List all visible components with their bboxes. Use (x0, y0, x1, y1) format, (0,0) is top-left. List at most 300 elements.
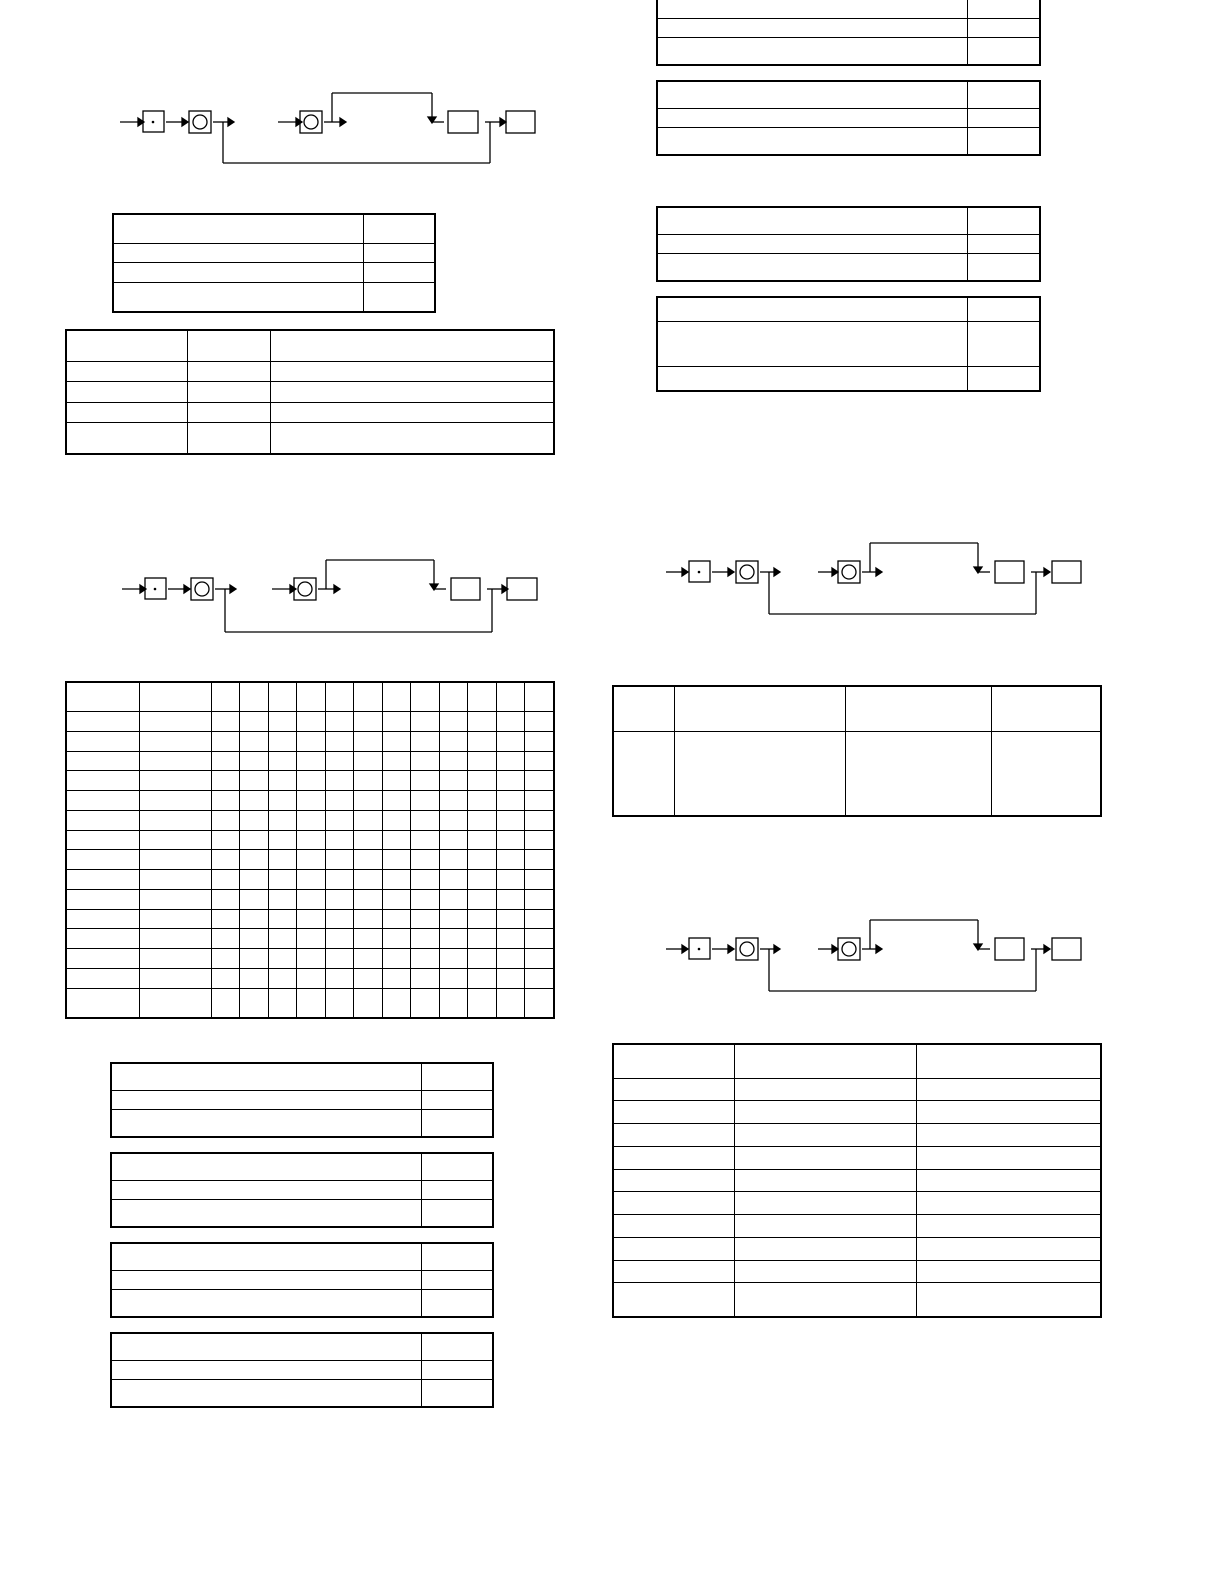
table-row (66, 751, 554, 771)
table-cell (268, 949, 296, 969)
table-cell (916, 1215, 1101, 1238)
table-cell (268, 909, 296, 929)
table-cell (239, 909, 268, 929)
flow-diagram-4 (656, 912, 1096, 997)
table-cell (467, 771, 496, 791)
table-cell (66, 810, 139, 830)
table-cell (353, 949, 382, 969)
table-cell (916, 1101, 1101, 1124)
table-cell (325, 751, 353, 771)
table-cell (524, 771, 554, 791)
table-row (66, 712, 554, 732)
table-cell (66, 791, 139, 811)
table-cell (296, 712, 325, 732)
table-cell (496, 870, 524, 890)
table-cell (239, 751, 268, 771)
table-cell (410, 810, 439, 830)
table-cell (139, 731, 211, 751)
table-cell (296, 751, 325, 771)
table-cell (734, 1237, 916, 1260)
table-cell (211, 889, 239, 909)
right-stack-table-1 (656, 0, 1041, 66)
table-cell (613, 1260, 734, 1283)
table-cell (325, 830, 353, 850)
left-stack-table-4 (110, 1332, 494, 1408)
table-cell (66, 870, 139, 890)
table-cell (139, 771, 211, 791)
table-cell (268, 771, 296, 791)
table-cell (916, 1146, 1101, 1169)
table-cell (410, 771, 439, 791)
table-cell (296, 830, 325, 850)
table-cell (139, 830, 211, 850)
left-wide-table-1 (65, 329, 555, 455)
table-cell (239, 968, 268, 988)
table-cell (268, 791, 296, 811)
table-cell (916, 1283, 1101, 1317)
table-row (66, 889, 554, 909)
table-cell (296, 870, 325, 890)
table-cell (410, 988, 439, 1018)
table-cell (211, 850, 239, 870)
table-cell (382, 712, 410, 732)
table-cell (734, 1283, 916, 1317)
table-cell (239, 988, 268, 1018)
table-cell (211, 771, 239, 791)
table-cell (496, 909, 524, 929)
table-cell (239, 712, 268, 732)
table-cell (211, 830, 239, 850)
table-cell (496, 830, 524, 850)
table-cell (325, 929, 353, 949)
table-row (113, 243, 435, 263)
table-cell (524, 870, 554, 890)
table-row (657, 81, 1040, 109)
table-cell (211, 791, 239, 811)
left-big-grid-table (65, 681, 555, 1019)
table-cell (139, 909, 211, 929)
table-cell (439, 771, 467, 791)
table-cell (439, 830, 467, 850)
table-cell (439, 949, 467, 969)
table-cell (66, 712, 139, 732)
table-cell (613, 1192, 734, 1215)
table-cell (139, 988, 211, 1018)
table-row (657, 207, 1040, 235)
table-cell (410, 682, 439, 712)
table-cell (211, 909, 239, 929)
table-cell (410, 909, 439, 929)
table-cell (239, 850, 268, 870)
table-cell (524, 810, 554, 830)
table-row (111, 1243, 493, 1271)
table-cell (524, 791, 554, 811)
table-cell (524, 909, 554, 929)
table-cell (613, 1101, 734, 1124)
table-row (657, 366, 1040, 391)
table-row (111, 1063, 493, 1091)
table-cell (239, 889, 268, 909)
table-cell (467, 949, 496, 969)
table-cell (66, 830, 139, 850)
table-cell (467, 682, 496, 712)
table-cell (467, 791, 496, 811)
right-stack-table-3 (656, 206, 1041, 282)
table-row (657, 109, 1040, 128)
table-cell (467, 751, 496, 771)
table-row (66, 968, 554, 988)
table-row (66, 361, 554, 382)
table-cell (410, 949, 439, 969)
table-cell (410, 870, 439, 890)
table-row (613, 1169, 1101, 1192)
table-cell (296, 682, 325, 712)
table-cell (524, 889, 554, 909)
table-row (657, 321, 1040, 366)
left-small-table-1 (112, 213, 436, 313)
table-cell (410, 889, 439, 909)
table-cell (467, 968, 496, 988)
table-cell (734, 1169, 916, 1192)
table-cell (439, 870, 467, 890)
table-row (111, 1333, 493, 1361)
table-cell (382, 682, 410, 712)
table-cell (496, 771, 524, 791)
table-cell (353, 988, 382, 1018)
table-cell (268, 929, 296, 949)
table-cell (524, 682, 554, 712)
table-cell (211, 968, 239, 988)
table-cell (613, 1169, 734, 1192)
table-cell (382, 909, 410, 929)
table-cell (916, 1260, 1101, 1283)
table-cell (382, 791, 410, 811)
table-cell (439, 889, 467, 909)
table-row (613, 1237, 1101, 1260)
table-cell (410, 850, 439, 870)
table-cell (296, 889, 325, 909)
table-cell (239, 771, 268, 791)
table-cell (916, 1237, 1101, 1260)
table-cell (139, 751, 211, 771)
table-cell (353, 682, 382, 712)
table-cell (524, 830, 554, 850)
table-cell (734, 1260, 916, 1283)
table-cell (439, 682, 467, 712)
table-cell (211, 949, 239, 969)
table-row (613, 1078, 1101, 1101)
table-row (111, 1271, 493, 1290)
table-cell (268, 870, 296, 890)
table-cell (353, 712, 382, 732)
table-cell (613, 1078, 734, 1101)
table-cell (325, 771, 353, 791)
table-row (66, 850, 554, 870)
table-row (113, 283, 435, 312)
table-cell (239, 731, 268, 751)
table-cell (66, 751, 139, 771)
table-row (613, 1215, 1101, 1238)
table-cell (239, 682, 268, 712)
table-cell (439, 791, 467, 811)
table-row (66, 929, 554, 949)
table-cell (382, 889, 410, 909)
table-cell (734, 1044, 916, 1078)
table-cell (524, 968, 554, 988)
table-cell (139, 968, 211, 988)
table-row (66, 830, 554, 850)
table-cell (211, 751, 239, 771)
right-stack-table-4 (656, 296, 1041, 392)
table-row (613, 1101, 1101, 1124)
table-cell (296, 771, 325, 791)
flow-diagram-1 (110, 85, 550, 170)
table-cell (268, 810, 296, 830)
table-cell (66, 850, 139, 870)
table-cell (239, 949, 268, 969)
table-cell (916, 1169, 1101, 1192)
table-row (657, 127, 1040, 155)
table-cell (211, 929, 239, 949)
table-cell (410, 712, 439, 732)
table-cell (268, 751, 296, 771)
table-cell (496, 810, 524, 830)
left-stack-table-1 (110, 1062, 494, 1138)
table-row (613, 731, 1101, 816)
table-cell (139, 889, 211, 909)
table-row (113, 263, 435, 283)
table-cell (496, 850, 524, 870)
table-row (111, 1181, 493, 1200)
table-cell (325, 949, 353, 969)
table-row (657, 37, 1040, 65)
table-row (113, 214, 435, 243)
table-cell (410, 929, 439, 949)
table-cell (353, 830, 382, 850)
table-cell (296, 988, 325, 1018)
table-cell (139, 929, 211, 949)
table-cell (325, 682, 353, 712)
table-cell (353, 771, 382, 791)
table-cell (139, 949, 211, 969)
table-cell (613, 1044, 734, 1078)
table-cell (139, 791, 211, 811)
table-cell (734, 1124, 916, 1147)
table-cell (211, 988, 239, 1018)
table-cell (496, 791, 524, 811)
flow-diagram-3 (656, 535, 1096, 620)
table-cell (325, 712, 353, 732)
table-cell (410, 751, 439, 771)
table-cell (268, 712, 296, 732)
table-cell (66, 988, 139, 1018)
table-cell (268, 889, 296, 909)
table-cell (524, 712, 554, 732)
table-cell (268, 988, 296, 1018)
table-cell (268, 682, 296, 712)
table-cell (439, 929, 467, 949)
table-row (66, 988, 554, 1018)
table-cell (382, 949, 410, 969)
table-cell (239, 929, 268, 949)
table-row (66, 682, 554, 712)
table-cell (66, 889, 139, 909)
table-cell (353, 731, 382, 751)
table-cell (410, 731, 439, 751)
table-cell (211, 712, 239, 732)
right-bottom-table (612, 1043, 1102, 1318)
table-cell (66, 949, 139, 969)
table-cell (382, 830, 410, 850)
table-cell (496, 988, 524, 1018)
table-cell (66, 909, 139, 929)
table-row (613, 1044, 1101, 1078)
table-cell (916, 1124, 1101, 1147)
table-cell (239, 810, 268, 830)
table-cell (467, 731, 496, 751)
table-cell (410, 830, 439, 850)
table-cell (916, 1044, 1101, 1078)
table-cell (382, 988, 410, 1018)
table-cell (353, 929, 382, 949)
table-row (613, 1124, 1101, 1147)
table-cell (467, 870, 496, 890)
table-cell (325, 988, 353, 1018)
table-row (111, 1109, 493, 1137)
table-row (613, 1146, 1101, 1169)
table-cell (382, 810, 410, 830)
table-cell (296, 810, 325, 830)
table-cell (268, 830, 296, 850)
table-cell (734, 1101, 916, 1124)
table-cell (139, 850, 211, 870)
table-row (66, 423, 554, 454)
table-cell (268, 850, 296, 870)
table-cell (66, 771, 139, 791)
table-cell (325, 850, 353, 870)
table-cell (439, 810, 467, 830)
table-row (66, 731, 554, 751)
table-cell (239, 830, 268, 850)
table-row (66, 949, 554, 969)
table-row (111, 1153, 493, 1181)
table-cell (916, 1192, 1101, 1215)
table-cell (211, 870, 239, 890)
table-cell (496, 929, 524, 949)
table-cell (467, 850, 496, 870)
table-row (613, 1260, 1101, 1283)
table-cell (382, 731, 410, 751)
table-cell (467, 810, 496, 830)
table-cell (439, 850, 467, 870)
table-row (66, 330, 554, 361)
right-stack-table-2 (656, 80, 1041, 156)
flow-diagram-2 (112, 552, 552, 637)
table-row (111, 1199, 493, 1227)
table-cell (382, 968, 410, 988)
left-stack-table-2 (110, 1152, 494, 1228)
table-cell (496, 968, 524, 988)
table-cell (66, 731, 139, 751)
table-row (613, 1283, 1101, 1317)
table-cell (613, 1283, 734, 1317)
table-row (66, 909, 554, 929)
table-cell (382, 870, 410, 890)
table-cell (496, 751, 524, 771)
table-cell (439, 968, 467, 988)
table-cell (296, 968, 325, 988)
table-cell (211, 810, 239, 830)
table-cell (139, 682, 211, 712)
table-cell (296, 949, 325, 969)
table-cell (268, 968, 296, 988)
table-cell (353, 870, 382, 890)
table-cell (211, 682, 239, 712)
table-cell (66, 968, 139, 988)
table-cell (296, 929, 325, 949)
table-cell (496, 682, 524, 712)
table-cell (524, 731, 554, 751)
table-cell (467, 712, 496, 732)
table-cell (353, 810, 382, 830)
left-stack-table-3 (110, 1242, 494, 1318)
table-cell (439, 909, 467, 929)
table-row (111, 1091, 493, 1110)
table-cell (139, 870, 211, 890)
table-cell (353, 791, 382, 811)
table-cell (734, 1078, 916, 1101)
table-row (66, 402, 554, 423)
table-cell (139, 810, 211, 830)
table-row (657, 297, 1040, 321)
table-cell (496, 949, 524, 969)
table-cell (325, 791, 353, 811)
table-cell (353, 968, 382, 988)
table-cell (496, 889, 524, 909)
table-row (66, 791, 554, 811)
table-cell (439, 988, 467, 1018)
table-cell (410, 791, 439, 811)
table-cell (496, 731, 524, 751)
table-cell (467, 988, 496, 1018)
table-row (66, 870, 554, 890)
table-cell (734, 1192, 916, 1215)
table-cell (439, 712, 467, 732)
table-row (66, 810, 554, 830)
table-cell (467, 909, 496, 929)
table-cell (353, 889, 382, 909)
table-cell (524, 949, 554, 969)
table-cell (524, 751, 554, 771)
table-row (66, 771, 554, 791)
table-row (613, 686, 1101, 731)
table-cell (325, 909, 353, 929)
table-cell (439, 751, 467, 771)
table-cell (613, 1215, 734, 1238)
table-cell (325, 870, 353, 890)
table-cell (467, 830, 496, 850)
table-row (66, 382, 554, 403)
table-cell (66, 682, 139, 712)
table-row (613, 1192, 1101, 1215)
table-cell (325, 968, 353, 988)
table-cell (211, 731, 239, 751)
table-cell (325, 889, 353, 909)
table-cell (239, 870, 268, 890)
table-cell (382, 850, 410, 870)
table-cell (467, 889, 496, 909)
table-cell (296, 791, 325, 811)
